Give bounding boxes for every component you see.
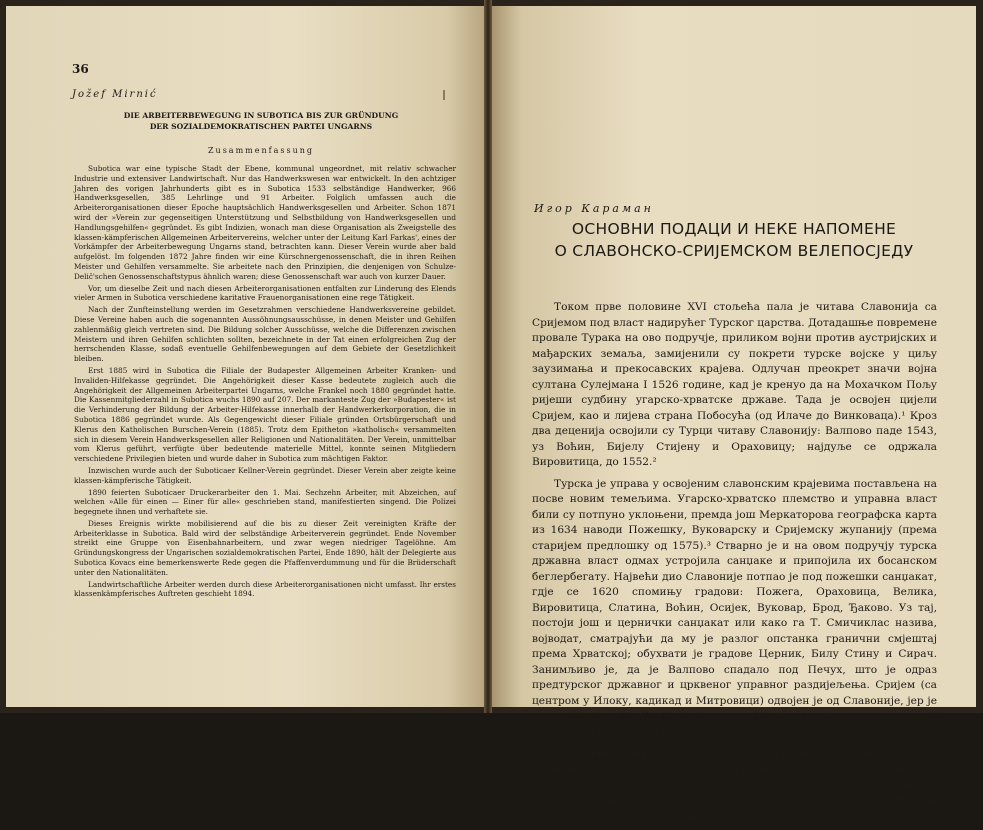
left-title	[96, 110, 426, 132]
right-paragraph-1: Током прве половине XVI стољећа пала је читава Славонија са Сријемом под власт надирућег Турског царства. Дотадашње повремене провале Турака на ово подручје, приликом војни против аустријских и мађарских земаља, замијенили су покрети турске војске у циљу заузимања и прекосавских крајева. Одлучан преокрет значи војна султана Сулејмана I 1526 године, кад је кренуо да на Мохачком Пољу ријеши судбину угарско-хрватске државе. Тада је освојен цијели Сријем, као и лијева страна Побосућа (од Илаче до Винковаца).¹ Кроз два деценија освојили су Турци читаву Славонију: Валпово паде 1543, уз Воћин, Бијелу Стијену и Ораховицу; најдуље се одржала Вировитица, до 1552.²	[532, 301, 937, 468]
left-paragraph-4: Erst 1885 wird in Subotica die Filiale der Budapester Allgemeinen Arbeiter Kranken- und Invaliden-Hilfekasse gegründet. Die Angehörigkeit dieser Kasse bedeutete zugleich auch die Angehörigkeit der Allgemeinen Arbeiterpartei Ungarns, welche Frankel noch 1880 gegründet hatte. Die Kassenmitgliederzahl in Subotica wuchs 1890 auf 207. Der markanteste Zug der »Budapester« ist die Verhinderung der Bildung der Arbeiter-Hilfekasse innerhalb der Handwerkerkorporation, die in Subotica 1886 gegründet wurde. Als Gegengewicht dieser Filiale gründen Ortsbürgerschaft und Klerus den Katholischen Burschen-Verein (1885). Trotz dem Epitheton »katholisch« versammelten sich in diesem Verein Handwerksgesellen aller Religionen und Nationalitäten. Der Verein, unmittelbar vom Klerus geführt, verfügte über bedeutende materielle Mittel, konnte seinen Mitgliedern verschiedene Privilegien bieten und wurde daher in Subotica zum mächtigen Faktor.	[74, 365, 456, 464]
left-paragraph-8: Landwirtschaftliche Arbeiter werden durch diese Arbeiterorganisationen nicht umfasst. Ihr erstes klassenkämpferisches Auftreten geschieht 1894.	[74, 579, 456, 599]
right-paragraph-3: Заузимање Славоније по Турцима било је резултат неколико војни у трајању од двадесетак година, док је она ослобођена у једном налету (1687—88 и поново 1691), за Велики рат за ослобођење, што се развио након успјешно завршене обране Беча 1683. Већ 1687 био је именован гроф Фрањо Иванович великим жупаном по-	[532, 747, 937, 821]
left-paragraph-5: Inzwischen wurde auch der Suboticaer Kellner-Verein gegründet. Dieser Verein aber zeigte keine klassen-kämpferische Tätigkeit.	[74, 465, 456, 485]
left-paragraph-7: Dieses Ereignis wirkte mobilisierend auf die bis zu dieser Zeit vereinigten Kräfte der Arbeiterklasse in Subotica. Bald wird der selbständige Arbeiterverein gegründet. Ende November streikt eine Gruppe von Eisenbahnarbeitern, und zwar wegen niedriger Tagelöhne. Am Gründungskongress der Ungarischen sozialdemokratischen Partei, Ende 1890, hält der Delegierte aus Subotica Kovacs eine bemerkenswerte Rede gegen die Pfaffenverdummung und für die Brüderschaft unter den Nationalitäten.	[74, 518, 456, 577]
book-gutter	[484, 0, 492, 713]
left-body	[74, 164, 456, 601]
right-body	[532, 300, 937, 830]
left-title-line2: DER SOZIALDEMOKRATISCHEN PARTEI UNGARNS	[149, 122, 373, 131]
margin-mark	[442, 90, 446, 100]
left-author: Jožef Mirnić	[72, 89, 158, 100]
right-page	[492, 6, 976, 821]
left-paragraph-1: Subotica war eine typische Stadt der Ebene, kommunal ungeordnet, mit relativ schwacher Industrie und extensiver Landwirtschaft. Nur das Handwerkswesen war entwickelt. In den achtziger Jahren des vorigen Jahrhunderts gibt es in Subotica 1533 selbständige Handwerker, 966 Handwerksgesellen, 385 Lehrlinge und 91 Arbeiter. Folglich umfassen auch die Arbeiterorganisationen dieser Epoche hauptsächlich Handwerksgesellen und Arbeiter. Schon 1871 wird der »Verein zur gegenseitigen Unterstützung und Selbstbildung von Handwerksgesellen und Handlungsgehilfen« gegründet. Es gibt Indizien, wonach man diese Organisation als Zweigstelle des klassen-kämpferischen Allgemeinen Arbeitervereins, welcher unter der Leitung Karl Farkas', eines der Vorkämpfer der Arbeiterbewegung Ungarns stand, betrachten kann. Dieser Verein wurde aber bald aufgelöst. Im folgenden 1872 Jahre finden wir eine Kürschnergenossenschaft, die in ihren Reihen Meister und Gehilfen versammelte. Sie arbeitete nach den Prinzipien, die denjenigen von Schulze-Delič'schen Genossenschaftstypus ähnlich waren; diese Genossenschaft war auch von kurzer Dauer.	[74, 164, 456, 281]
right-author: Игор Караман	[534, 202, 654, 215]
right-title-line2: О СЛАВОНСКО-СРИЈЕМСКОМ ВЕЛЕПОСЈЕДУ	[554, 242, 914, 260]
right-title-line1: ОСНОВНИ ПОДАЦИ И НЕКЕ НАПОМЕНЕ	[571, 220, 897, 238]
left-paragraph-2: Vor, um dieselbe Zeit und nach diesen Arbeiterorganisationen entfalten zur Linderung des Elends vieler Armen in Subotica verschiedene karitative Frauenorganisationen eine rege Tätigkeit.	[74, 283, 456, 303]
left-title-line1: DIE ARBEITERBEWEGUNG IN SUBOTICA BIS ZUR GRÜNDUNG	[123, 111, 399, 120]
left-paragraph-3: Nach der Zunfteinstellung werden im Gesetzrahmen verschiedene Handwerksvereine gebildet. Diese Vereine haben auch die sogenannten Aussöhnungsausschüsse, in denen Meister und Gehilfen zahlenmäßig gleich vertreten sind. Die Bildung solcher Ausschüsse, welche die Differenzen zwischen Meistern und ihren Gehilfen schlichten sollten, bezeichnete in der Tat einen erfolgreichen Zug der herrschenden Klasse, sodaß eventuelle Gehilfenbewegungen auf dem Gebiete der Gesetzlichkeit bleiben.	[74, 305, 456, 364]
page-number: 36	[72, 62, 89, 76]
left-page	[6, 6, 484, 707]
section-heading: Zusammenfassung	[207, 146, 314, 155]
right-paragraph-2: Турска је управа у освојеним славонским крајевима постављена на посве новим темељима. Угарско-хрватско племство и управна власт били су потпуно уклоњени, премда још Меркаторова географска карта из 1634 наводи Пожешку, Вуковарску и Сријемску жупанију (према старијем предлошку од 1575).³ Стварно је и на овом подручју турска државна власт одмах устројила санџаке и припојила их босанском беглербегату. Највећи дио Славоније потпао је под пожешки санџакат, гдје се 1620 спомињу градови: Пожега, Ораховица, Велика, Вировитица, Слатина, Воћин, Осијек, Вуковар, Брод, Ђаково. Уз тај, постоји још и цернички санџакат или како га Т. Смичиклас назива, војводат, сматрајући да му је разлог опстанка гранични смјештај према Хрватској; обухвати је градове Церник, Билу Стину и Сирач. Занимљиво је, да је Валпово спадало под Печух, што је одраз предтурског државног и црквеног управног раздијељења. Сријем (са центром у Илоку, кадикад и Митровици) одвојен је од Славоније, јер је подручје раније Сријемске жупаније прикључено као санџакат будимском беглербегату.⁴	[532, 477, 937, 738]
right-title	[534, 218, 934, 262]
left-paragraph-6: 1890 feierten Suboticaer Druckerarbeiter den 1. Mai. Sechzehn Arbeiter, mit Abzeichen, auf welchen »Alle für einen — Einer für alle« geschrieben stand, manifestierten singend. Die Polizei begegnete ihnen und verhaftete sie.	[74, 487, 456, 517]
